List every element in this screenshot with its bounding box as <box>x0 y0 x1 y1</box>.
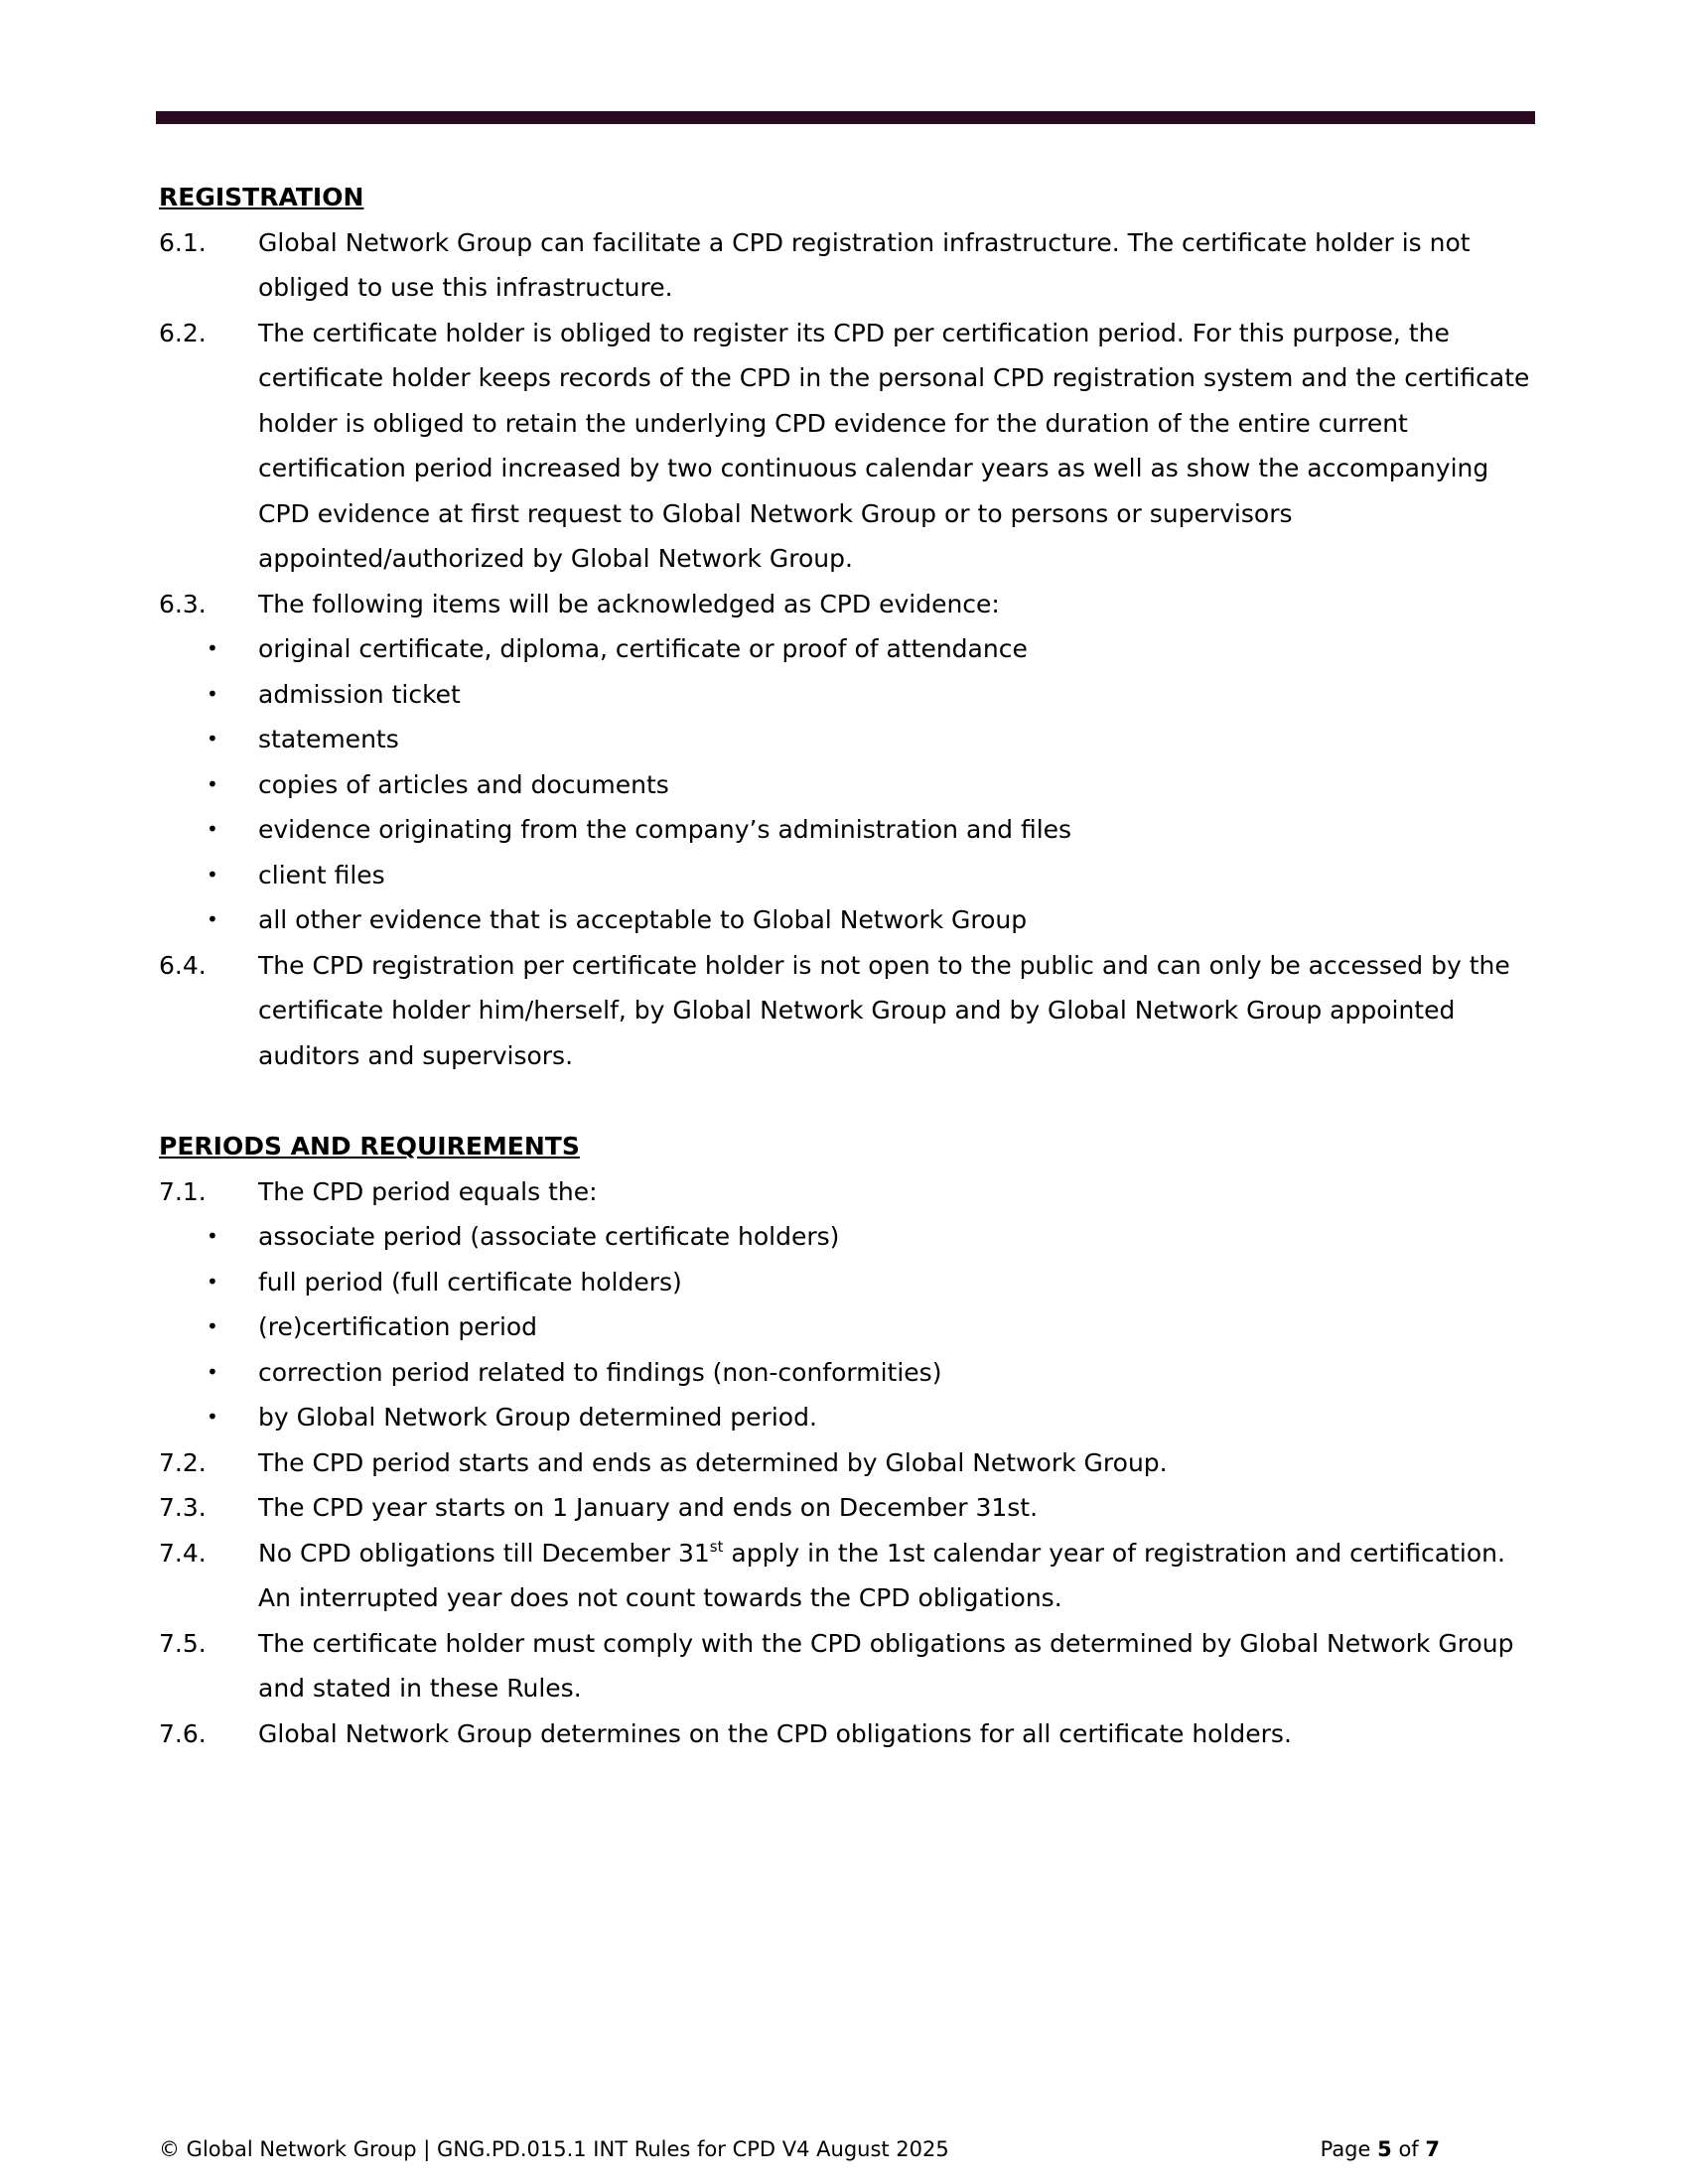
clause-text: The CPD period equals the: <box>258 1176 598 1206</box>
period-bullet <box>159 1395 1539 1440</box>
evidence-bullet <box>159 717 1539 762</box>
page-number <box>1321 2134 1440 2164</box>
page-total: 7 <box>1425 2137 1440 2161</box>
bullet-icon: • <box>207 1314 218 1338</box>
page-of: of <box>1398 2137 1419 2161</box>
clause-7-5 <box>159 1621 1539 1711</box>
evidence-bullet <box>159 762 1539 808</box>
bullet-text: admission ticket <box>258 679 461 709</box>
bullet-icon: • <box>207 907 218 931</box>
clause-text-start: No CPD obligations till December 31 <box>258 1538 710 1568</box>
clause-7-2 <box>159 1440 1539 1486</box>
clause-6-3 <box>159 582 1539 627</box>
clause-text: The CPD year starts on 1 January and ends on December 31st. <box>258 1493 1039 1522</box>
clause-7-1 <box>159 1169 1539 1215</box>
header-rule <box>156 111 1535 124</box>
clause-number: 7.6. <box>159 1718 207 1748</box>
bullet-icon: • <box>207 1224 218 1248</box>
clause-7-6 <box>159 1711 1539 1757</box>
clause-text: The certificate holder is obliged to register its CPD per certification period. For this purpose, the certificate holder keeps records of the CPD in the personal CPD registration system and the certificate holder is obliged to retain the underlying CPD evidence for the duration of the entire current certification period increased by two continuous calendar years as well as show the accompanying CPD evidence at first request to Global Network Group or to persons or supervisors appointed/authorized by Global Network Group. <box>258 318 1530 573</box>
bullet-text: original certificate, diploma, certificate or proof of attendance <box>258 634 1028 663</box>
period-bullet <box>159 1214 1539 1260</box>
page-footer <box>159 2134 1440 2164</box>
evidence-bullet <box>159 897 1539 943</box>
clause-7-4 <box>159 1531 1539 1621</box>
clause-6-2 <box>159 311 1539 582</box>
clause-6-4 <box>159 943 1539 1079</box>
page-current: 5 <box>1377 2137 1392 2161</box>
bullet-text: statements <box>258 725 399 753</box>
period-bullet <box>159 1304 1539 1350</box>
footer-copyright: © Global Network Group | GNG.PD.015.1 INT Rules for CPD V4 August 2025 <box>159 2137 949 2161</box>
clause-number: 7.2. <box>159 1447 207 1477</box>
bullet-text: full period (full certificate holders) <box>258 1267 682 1297</box>
section-heading-periods: PERIODS AND REQUIREMENTS <box>159 1132 580 1160</box>
clause-text-end: apply in the 1st calendar year of registration and certification. An interrupted year does not count towards the CPD obligations. <box>258 1538 1505 1612</box>
evidence-bullet <box>159 626 1539 672</box>
clause-number: 6.3. <box>159 589 207 618</box>
bullet-text: (re)certification period <box>258 1312 538 1341</box>
bullet-text: copies of articles and documents <box>258 769 669 799</box>
clause-number: 7.1. <box>159 1176 207 1206</box>
bullet-icon: • <box>207 1269 218 1294</box>
bullet-icon: • <box>207 817 218 841</box>
clause-7-3 <box>159 1485 1539 1531</box>
bullet-text: evidence originating from the company’s administration and files <box>258 815 1072 844</box>
period-bullet <box>159 1350 1539 1396</box>
clause-number: 6.4. <box>159 950 207 980</box>
section-spacer <box>159 1078 1539 1124</box>
bullet-text: all other evidence that is acceptable to Global Network Group <box>258 905 1028 934</box>
section-heading-registration: REGISTRATION <box>159 183 364 211</box>
bullet-icon: • <box>207 1405 218 1429</box>
bullet-icon: • <box>207 862 218 887</box>
clause-text: Global Network Group can facilitate a CPD registration infrastructure. The certificate holder is not obliged to use this infrastructure. <box>258 227 1471 302</box>
evidence-bullet <box>159 853 1539 898</box>
clause-text: Global Network Group determines on the CPD obligations for all certificate holders. <box>258 1718 1292 1748</box>
bullet-text: correction period related to findings (non-conformities) <box>258 1357 942 1387</box>
clause-text: The CPD registration per certificate holder is not open to the public and can only be accessed by the certificate holder him/herself, by Global Network Group and by Global Network Group appointed auditors and supervisors. <box>258 950 1510 1070</box>
clause-number: 7.4. <box>159 1538 207 1568</box>
period-bullet <box>159 1260 1539 1305</box>
bullet-text: by Global Network Group determined period. <box>258 1403 817 1432</box>
clause-number: 7.3. <box>159 1493 207 1522</box>
evidence-bullet <box>159 672 1539 718</box>
clause-number: 6.1. <box>159 227 207 257</box>
bullet-icon: • <box>207 727 218 751</box>
ordinal-suffix: st <box>709 1537 724 1556</box>
bullet-icon: • <box>207 771 218 796</box>
clause-text <box>258 1531 1539 1621</box>
clause-number: 7.5. <box>159 1628 207 1658</box>
bullet-icon: • <box>207 681 218 706</box>
clause-text: The certificate holder must comply with the CPD obligations as determined by Global Network Group and stated in these Rules. <box>258 1628 1514 1703</box>
clause-text: The following items will be acknowledged as CPD evidence: <box>258 589 1000 618</box>
evidence-bullet <box>159 807 1539 853</box>
bullet-icon: • <box>207 636 218 660</box>
clause-number: 6.2. <box>159 318 207 347</box>
bullet-icon: • <box>207 1359 218 1384</box>
clause-6-1 <box>159 220 1539 311</box>
bullet-text: client files <box>258 860 385 889</box>
clause-text: The CPD period starts and ends as determined by Global Network Group. <box>258 1447 1168 1477</box>
bullet-text: associate period (associate certificate holders) <box>258 1222 840 1251</box>
page-label: Page <box>1320 2137 1371 2161</box>
document-body <box>159 175 1539 1756</box>
